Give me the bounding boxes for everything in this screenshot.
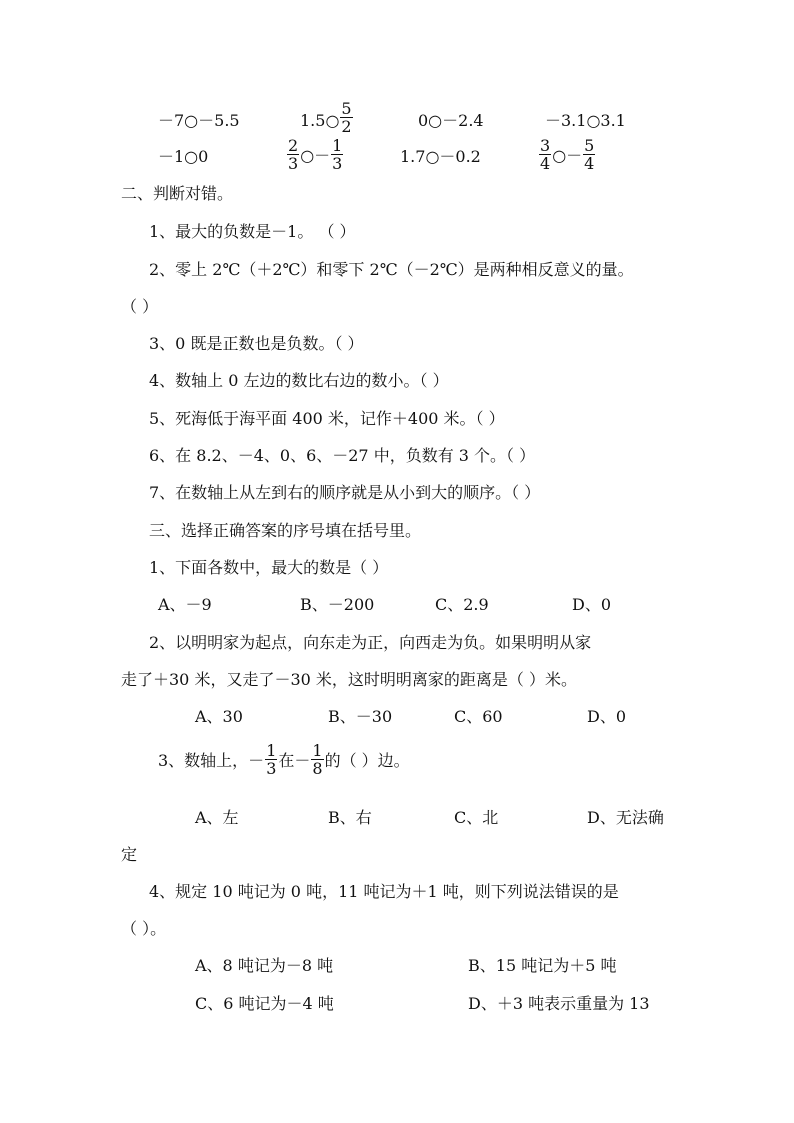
section3-q3-post: 的（ ）边。: [324, 751, 410, 770]
compare-r2c1: －1○0: [158, 147, 209, 166]
compare-r1c4: －3.1○3.1: [545, 111, 626, 130]
section3-q1-option-c: C、2.9: [435, 595, 489, 614]
section3-q1: 1、下面各数中，最大的数是（ ）: [149, 558, 389, 577]
section2-q4: 4、数轴上 0 左边的数比右边的数小。（ ）: [149, 371, 449, 390]
compare-r2c4-frac1: [539, 137, 551, 172]
compare-r2c2-mid: ○－: [300, 146, 331, 165]
section3-q4-option-b: B、15 吨记为＋5 吨: [468, 956, 617, 975]
fraction-numerator: 5: [341, 99, 352, 118]
section3-q2-line1: 2、以明明家为起点，向东走为正，向西走为负。如果明明从家: [149, 633, 592, 652]
section3-q3-option-d: D、无法确: [587, 808, 664, 827]
section3-q3-wrap: 定: [121, 845, 138, 864]
compare-r2c3: 1.7○－0.2: [400, 147, 481, 166]
section3-q4-option-c: C、6 吨记为－4 吨: [195, 994, 334, 1013]
section2-q2: 2、零上 2℃（＋2℃）和零下 2℃（－2℃）是两种相反意义的量。: [149, 260, 634, 279]
section3-q3-mid: 在－: [278, 751, 311, 770]
section2-q2-blank: （ ）: [121, 297, 159, 316]
compare-r1c1: －7○－5.5: [158, 111, 240, 130]
section2-title: 二、判断对错。: [121, 184, 234, 203]
section3-q4-line2: （ ）。: [121, 919, 167, 938]
section3-q4-option-d: D、＋3 吨表示重量为 13: [468, 994, 650, 1013]
section3-q1-option-d: D、0: [572, 595, 612, 614]
compare-r2c2-frac1: [287, 137, 299, 172]
section3-q2-option-b: B、－30: [328, 707, 393, 726]
section3-q3-option-c: C、北: [454, 808, 499, 827]
fraction-denominator: 4: [584, 154, 595, 173]
compare-r2c4-mid: ○－: [552, 146, 583, 165]
section3-q2-option-c: C、60: [454, 707, 503, 726]
section3-q3-option-b: B、右: [328, 808, 372, 827]
fraction-numerator: 2: [288, 136, 299, 155]
fraction-numerator: 3: [540, 136, 551, 155]
fraction-numerator: 5: [584, 136, 595, 155]
section3-q4-option-a: A、8 吨记为－8 吨: [195, 956, 334, 975]
fraction-numerator: 1: [332, 136, 343, 155]
fraction-numerator: 1: [312, 741, 323, 760]
section2-q6: 6、在 8.2、－4、0、6、－27 中，负数有 3 个。（ ）: [149, 446, 536, 465]
fraction-denominator: 4: [540, 154, 551, 173]
section2-q7: 7、在数轴上从左到右的顺序就是从小到大的顺序。（ ）: [149, 483, 541, 502]
fraction-denominator: 3: [266, 759, 277, 778]
section3-q3-option-a: A、左: [195, 808, 239, 827]
section2-q3: 3、0 既是正数也是负数。（ ）: [149, 334, 364, 353]
section3-q4-line1: 4、规定 10 吨记为 0 吨，11 吨记为＋1 吨，则下列说法错误的是: [149, 882, 619, 901]
section2-q1: 1、最大的负数是－1。 （ ）: [149, 222, 356, 241]
compare-r2c4: [538, 137, 596, 172]
section3-q3-frac2: [311, 742, 323, 777]
fraction-denominator: 3: [332, 154, 343, 173]
section3-title: 三、选择正确答案的序号填在括号里。: [149, 521, 422, 540]
section3-q2-line2: 走了＋30 米，又走了－30 米，这时明明离家的距离是（ ）米。: [121, 670, 577, 689]
compare-r1c2: [300, 100, 354, 135]
fraction-denominator: 3: [288, 154, 299, 173]
compare-r1c3: 0○－2.4: [418, 111, 484, 130]
section3-q1-option-b: B、－200: [300, 595, 375, 614]
compare-r1c2-pre: 1.5○: [300, 111, 340, 130]
section3-q1-option-a: A、－9: [158, 595, 212, 614]
fraction-denominator: 2: [341, 117, 352, 136]
compare-r2c2: [286, 137, 344, 172]
compare-r2c4-frac2: [583, 137, 595, 172]
compare-r1c2-frac: [340, 100, 352, 135]
section2-q5: 5、死海低于海平面 400 米，记作＋400 米。（ ）: [149, 409, 505, 428]
section3-q2-option-d: D、0: [587, 707, 627, 726]
fraction-denominator: 8: [312, 759, 323, 778]
section3-q3-frac1: [265, 742, 277, 777]
section3-q3-pre: 3、数轴上，－: [158, 751, 265, 770]
section3-q2-option-a: A、30: [195, 707, 243, 726]
section3-q3: [158, 742, 410, 777]
fraction-numerator: 1: [266, 741, 277, 760]
compare-r2c2-frac2: [331, 137, 343, 172]
